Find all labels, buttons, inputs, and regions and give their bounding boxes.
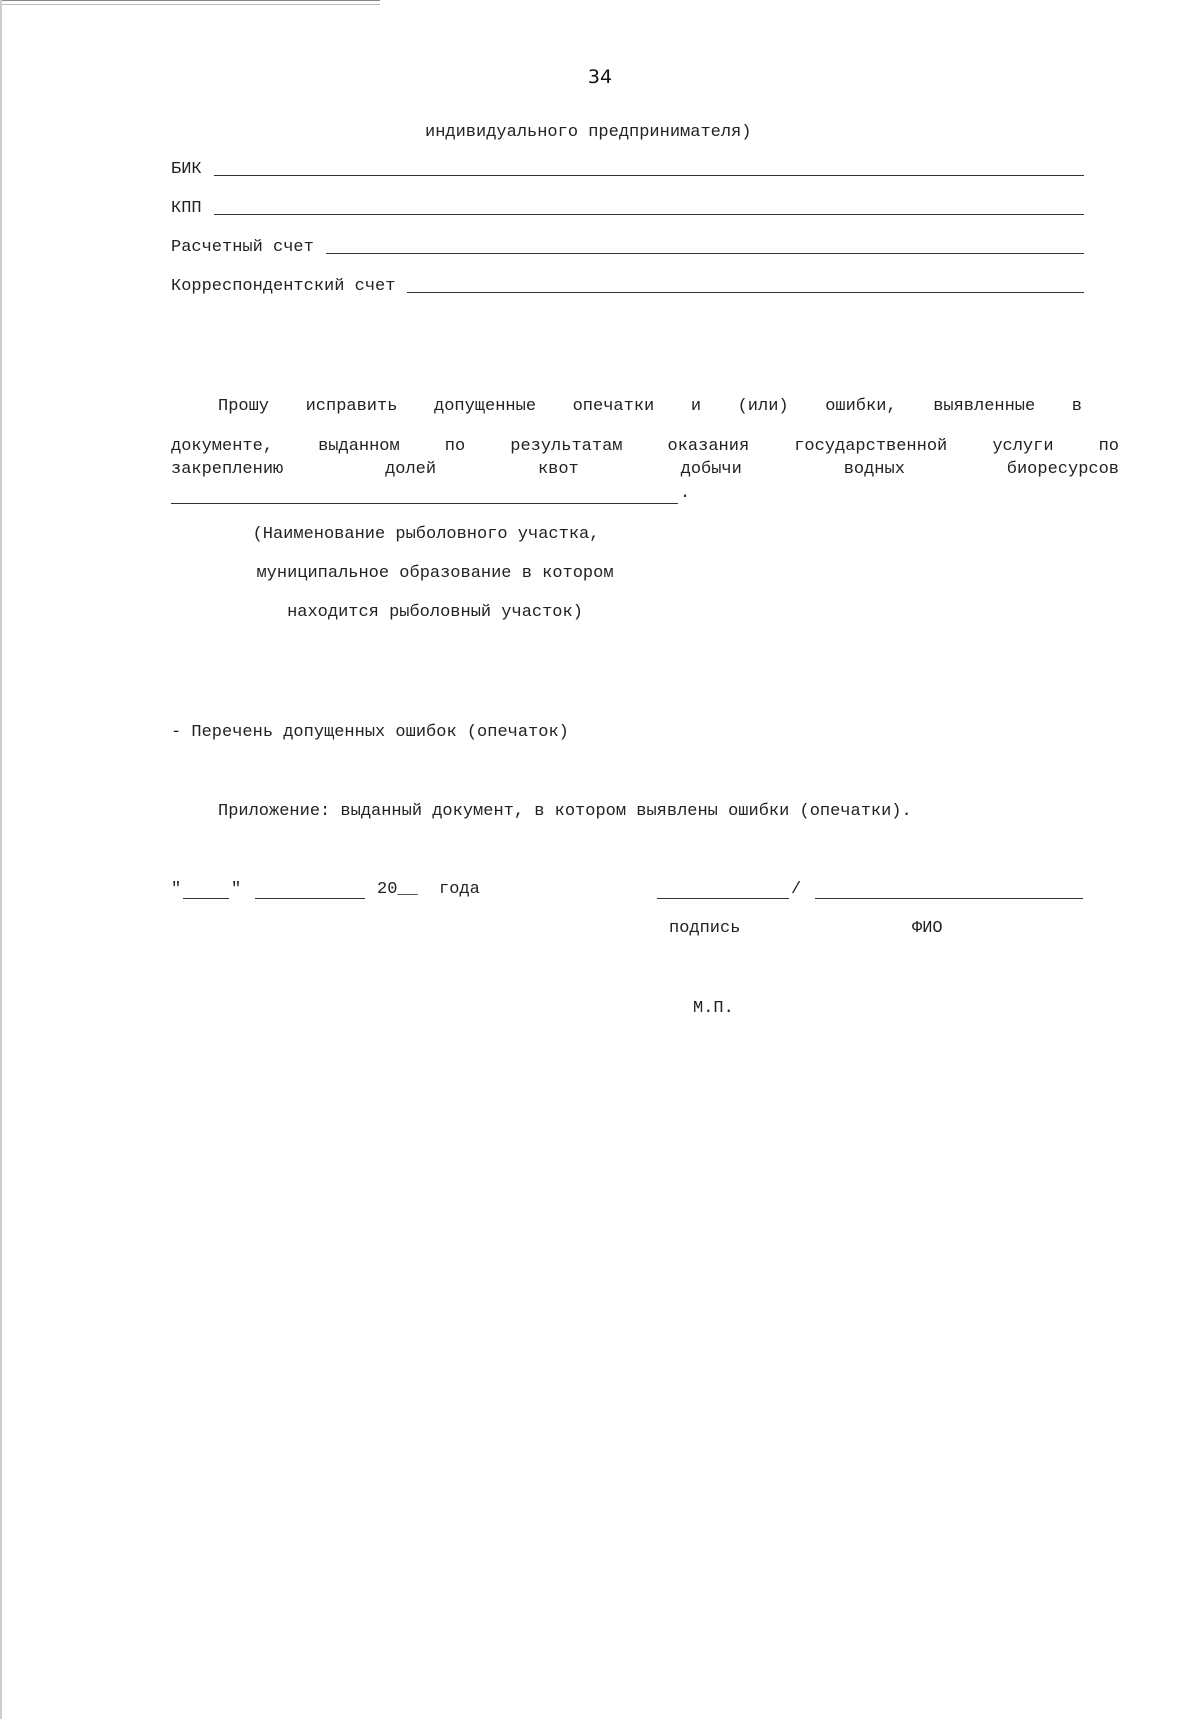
word: (или) [737, 397, 789, 416]
date-word: года [439, 880, 480, 899]
word: опечатки [572, 397, 655, 416]
settlement-account-label: Расчетный счет [171, 238, 314, 257]
bik-input-line[interactable] [214, 160, 1084, 176]
word: услуги [992, 437, 1054, 456]
settlement-account-field [171, 238, 1084, 257]
scan-edge-left [0, 0, 2, 1719]
full-name-caption: ФИО [912, 919, 943, 938]
word: долей [385, 460, 437, 479]
word: выявленные [933, 397, 1036, 416]
correspondent-account-input-line[interactable] [407, 277, 1084, 293]
date-day-input-line[interactable] [183, 898, 229, 899]
date-month-input-line[interactable] [255, 898, 365, 899]
bik-field [171, 160, 1084, 179]
site-note-line-3: находится рыболовный участок) [287, 603, 583, 622]
bik-label: БИК [171, 160, 202, 179]
correspondent-account-field [171, 277, 1084, 296]
fishing-site-input-line[interactable] [171, 503, 678, 504]
kpp-label: КПП [171, 199, 202, 218]
kpp-field [171, 199, 1084, 218]
word: биоресурсов [1006, 460, 1119, 479]
word: выданном [318, 437, 400, 456]
word: в [1071, 397, 1082, 416]
word: добычи [680, 460, 742, 479]
signature-input-line[interactable] [657, 898, 789, 899]
word: государственной [794, 437, 948, 456]
settlement-account-input-line[interactable] [326, 238, 1084, 254]
word: по [444, 437, 466, 456]
page-number: 34 [587, 66, 613, 88]
stamp-place: М.П. [693, 999, 734, 1018]
request-line-2 [171, 437, 1119, 456]
correspondent-account-label: Корреспондентский счет [171, 277, 396, 296]
scan-edge-top [0, 0, 380, 5]
site-note-line-1: (Наименование рыболовного участка, [252, 525, 600, 544]
attachment-text: Приложение: выданный документ, в котором выявлены ошибки (опечатки). [218, 802, 912, 821]
word: документе, [171, 437, 274, 456]
date-close-quote: " [231, 880, 242, 899]
word: закреплению [171, 460, 284, 479]
request-line-1 [218, 397, 1082, 416]
word: результатам [510, 437, 623, 456]
word: допущенные [434, 397, 537, 416]
word: по [1098, 437, 1119, 456]
request-line-3 [171, 460, 1119, 479]
full-name-input-line[interactable] [815, 898, 1083, 899]
word: оказания [667, 437, 750, 456]
signature-caption: подпись [669, 919, 741, 938]
signature-separator: / [791, 880, 802, 899]
date-year [377, 880, 418, 899]
request-period: . [680, 484, 691, 503]
date-year-prefix: 20 [377, 880, 398, 899]
header-caption: индивидуального предпринимателя) [425, 123, 752, 142]
date-year-suffix: __ [397, 880, 418, 899]
site-note-line-2: муниципальное образование в котором [256, 564, 614, 583]
kpp-input-line[interactable] [214, 199, 1084, 215]
word: ошибки, [825, 397, 897, 416]
date-open-quote: " [171, 880, 182, 899]
word: квот [537, 460, 579, 479]
word: исправить [305, 397, 398, 416]
word: и [690, 397, 702, 416]
word: водных [843, 460, 905, 479]
errors-list-heading: - Перечень допущенных ошибок (опечаток) [171, 723, 569, 742]
word: Прошу [218, 397, 270, 416]
